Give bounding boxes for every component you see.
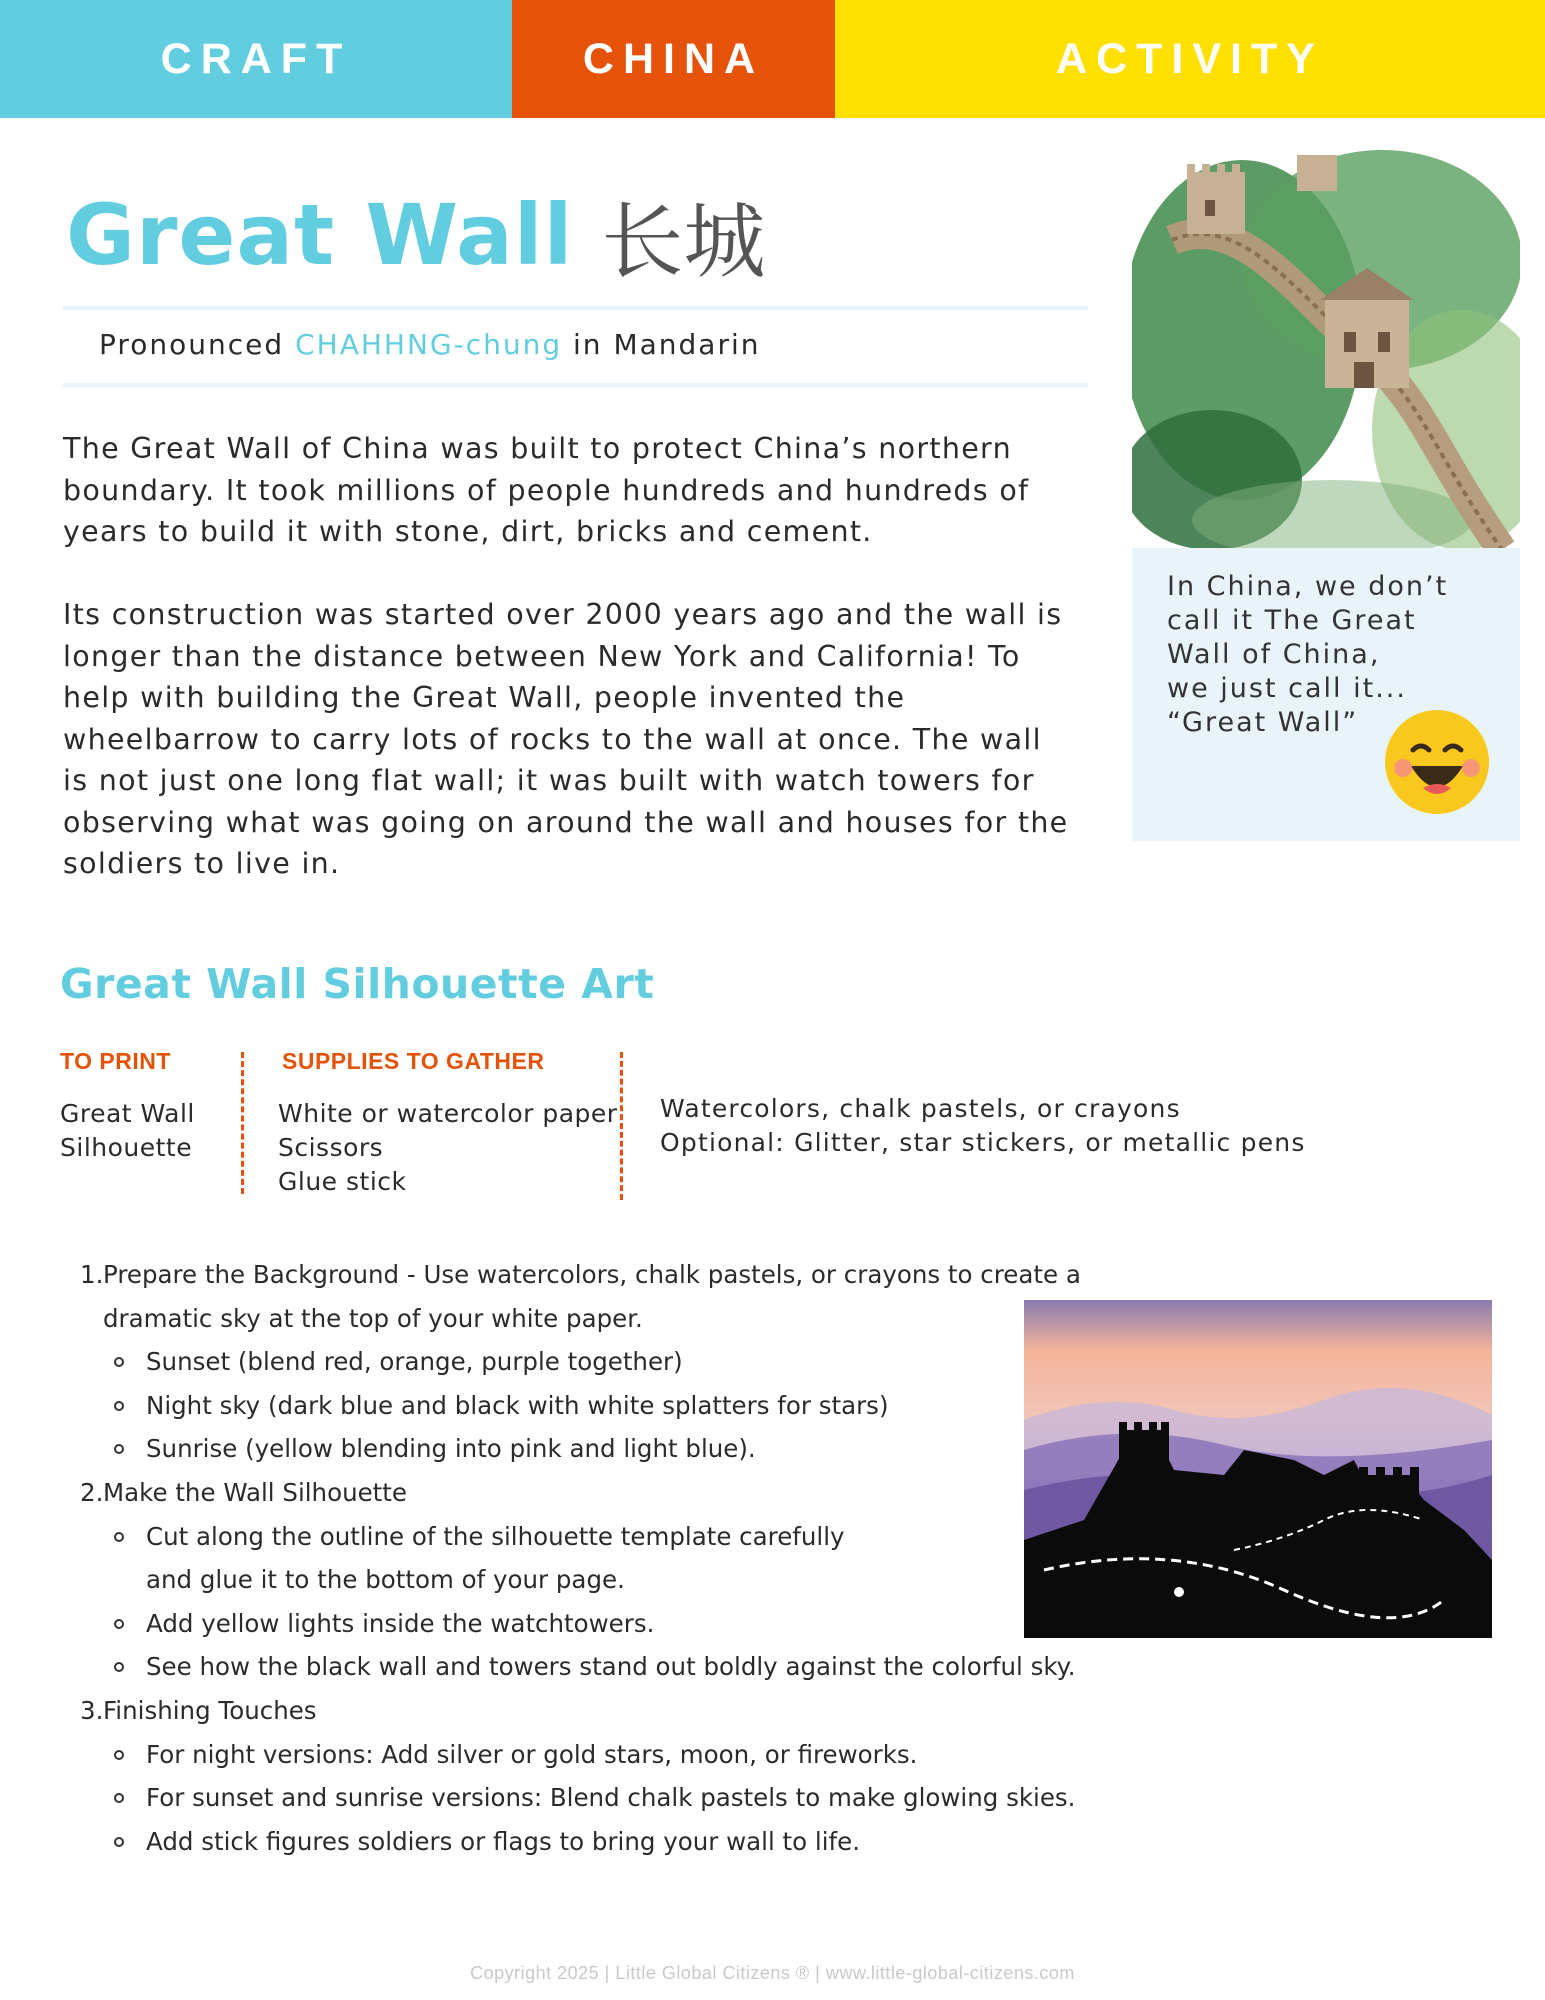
page-title (66, 180, 765, 290)
note-line: In China, we don’t (1167, 571, 1449, 602)
step-text: Prepare the Background - Use watercolors, chalk pastels, or crayons to create a (103, 1260, 1081, 1289)
to-print-heading: TO PRINT (60, 1048, 171, 1074)
bullet-icon (114, 1750, 124, 1760)
pronunciation-suffix: in Mandarin (573, 328, 761, 361)
supply-item: White or watercolor paper (278, 1099, 618, 1128)
step-number: 2. (80, 1477, 104, 1507)
header-bar (0, 0, 1545, 118)
sub-item (80, 1645, 1080, 1689)
sub-item-text: Sunset (blend red, orange, purple together) (146, 1347, 683, 1377)
divider-bottom (63, 383, 1088, 387)
note-line: call it The Great (1167, 605, 1417, 636)
to-print-item: Great Wall (60, 1099, 195, 1128)
bullet-icon (114, 1837, 124, 1847)
extra-supply-item: Watercolors, chalk pastels, or crayons (660, 1094, 1181, 1123)
sub-item-text: Cut along the outline of the silhouette template carefully (146, 1521, 845, 1551)
step-text: Make the Wall Silhouette (103, 1477, 407, 1507)
footer-copyright: Copyright 2025 | Little Global Citizens ® | www.little-global-citizens.com (470, 1963, 1075, 1983)
step-number: 3. (80, 1695, 104, 1725)
supply-item: Glue stick (278, 1167, 407, 1196)
supplies-list (278, 1097, 618, 1199)
bullet-icon (114, 1532, 124, 1542)
sub-item (80, 1384, 1080, 1428)
instructions-list (80, 1253, 1080, 1863)
extra-supplies-list (660, 1092, 1306, 1160)
sub-item-text: See how the black wall and towers stand out boldly against the colorful sky. (146, 1652, 1076, 1682)
bullet-icon (114, 1357, 124, 1367)
supplies-heading: SUPPLIES TO GATHER (282, 1048, 545, 1074)
title-chinese: 长城 (601, 194, 766, 290)
header-tab-activity: ACTIVITY (835, 0, 1545, 118)
laughing-face-icon (1383, 708, 1491, 816)
title-english: Great Wall (66, 186, 574, 284)
sub-item-text: For night versions: Add silver or gold stars, moon, or fireworks. (146, 1739, 918, 1769)
step-line (80, 1253, 1080, 1297)
sub-item (80, 1733, 1080, 1777)
sub-item-text: Add yellow lights inside the watchtowers. (146, 1608, 655, 1638)
sub-item-text: Add stick figures soldiers or flags to bring your wall to life. (146, 1826, 861, 1856)
header-tab-craft: CRAFT (0, 0, 512, 118)
to-print-item: Silhouette (60, 1133, 193, 1162)
sub-item-text: and glue it to the bottom of your page. (146, 1565, 625, 1595)
header-tab-china: CHINA (512, 0, 835, 118)
sub-item (80, 1515, 1080, 1559)
step-text: dramatic sky at the top of your white paper. (103, 1303, 643, 1333)
to-print-list (60, 1097, 195, 1165)
column-divider (620, 1052, 623, 1200)
column-divider (241, 1052, 244, 1194)
supply-item: Scissors (278, 1133, 384, 1162)
sub-item (80, 1820, 1080, 1864)
sub-item (80, 1776, 1080, 1820)
sub-item (80, 1558, 1080, 1602)
step-line (80, 1297, 1080, 1341)
sub-item-text: For sunset and sunrise versions: Blend chalk pastels to make glowing skies. (146, 1783, 1076, 1813)
bullet-icon (114, 1444, 124, 1454)
sub-item-text: Night sky (dark blue and black with white splatters for stars) (146, 1390, 889, 1420)
bullet-icon (114, 1793, 124, 1803)
intro-paragraph-1: The Great Wall of China was built to protect China’s northern boundary. It took millions of people hundreds and hundreds of years to build it with stone, dirt, bricks and cement. (63, 432, 1030, 548)
step-text: Finishing Touches (103, 1695, 317, 1725)
step-line (80, 1689, 1080, 1733)
intro-paragraph-2: Its construction was started over 2000 years ago and the wall is longer than the distance between New York and California! To help with building the Great Wall, people invented the wheelbarrow to carry lots of rocks to the wall at once. The wall is not just one long flat wall; it was built with watch towers for observing what was going on around the wall and houses for the soldiers to live in. (63, 598, 1069, 880)
divider-top (63, 306, 1088, 310)
pronunciation-prefix: Pronounced (99, 328, 285, 361)
great-wall-illustration (1132, 150, 1520, 550)
step-line (80, 1471, 1080, 1515)
bullet-icon (114, 1619, 124, 1629)
bullet-icon (114, 1401, 124, 1411)
sub-item (80, 1427, 1080, 1471)
note-line: Wall of China, (1167, 639, 1381, 670)
silhouette-art-image (1024, 1300, 1492, 1638)
note-line: “Great Wall” (1167, 707, 1359, 738)
sub-item-text: Sunrise (yellow blending into pink and light blue). (146, 1434, 756, 1464)
pronunciation-phonetic: CHAHHNG-chung (295, 328, 563, 361)
sub-item (80, 1602, 1080, 1646)
section-title: Great Wall Silhouette Art (60, 960, 655, 1008)
sub-item (80, 1340, 1080, 1384)
bullet-icon (114, 1662, 124, 1672)
note-box (1132, 548, 1520, 841)
pronunciation-line (99, 328, 761, 361)
step-number: 1. (80, 1260, 104, 1289)
note-line: we just call it... (1167, 673, 1407, 704)
extra-supply-item: Optional: Glitter, star stickers, or metallic pens (660, 1128, 1306, 1157)
